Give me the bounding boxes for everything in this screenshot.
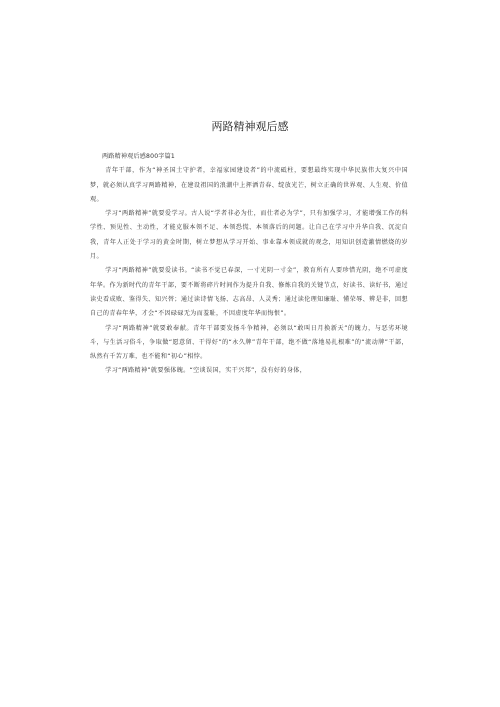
article-body — [90, 150, 408, 379]
paragraph-3: 学习“两路精神”就要爱读书。“读书不觉已春深，一寸光阴一寸金”，教育所有人要珍惜光阴，绝不可虚度年华。作为新时代的青年干部，要不断将碎片时间作为提升自我、修炼自我的关键节点，好读书、读好书，通过读史看成败、鉴得失、知兴替；通过读诗情飞扬、志高昂、人灵秀；通过读伦理知廉耻、懂荣辱、辨是非，回想自己的青春年华，才会“不因碌碌无为而羞耻，不因虚度年华而悔恨”。 — [90, 267, 408, 318]
paragraph-1: 青年干部，作为“神圣国土守护者，幸福家园建设者”的中流砥柱，要想最终实现中华民族伟大复兴中国梦，就必须认真学习两路精神，在建设祖国的浪潮中上挥洒青春、绽放光芒，树立正确的世界观、人生观、价值观。 — [90, 167, 408, 203]
paragraph-5: 学习“两路精神”就要强体魄。“空谈误国，实干兴邦”，没有好的身体， — [105, 367, 307, 375]
page-title: 两路精神观后感 — [211, 120, 289, 133]
article-subtitle: 两路精神观后感800字篇1 — [102, 153, 175, 160]
paragraph-4: 学习“两路精神”就要敢奉献。青年干部要发扬斗争精神，必须以“敢叫日月换新天”的魄力，与恶劣环境斗，与生活习俗斗，争取做“愿意留、干得好”的“永久牌”青年干部，绝不做“落地易扎根难”的“流动牌”干部，纵然有千苦万难，也不能和“初心”相悖。 — [90, 324, 408, 361]
paragraph-2: 学习“两路精神”就要爱学习。古人说“学者非必为仕，而仕者必为学”，只有加强学习，才能增强工作的科学性、预见性、主动性，才能克服本领不足、本领恐慌、本领落后的问题。让自己在学习中升华自我、沉淀自我，青年人正处于学习的黄金时期，树立梦想从学习开始、事业靠本领成就的观念，用知识创造激情燃烧的岁月。 — [90, 210, 408, 261]
